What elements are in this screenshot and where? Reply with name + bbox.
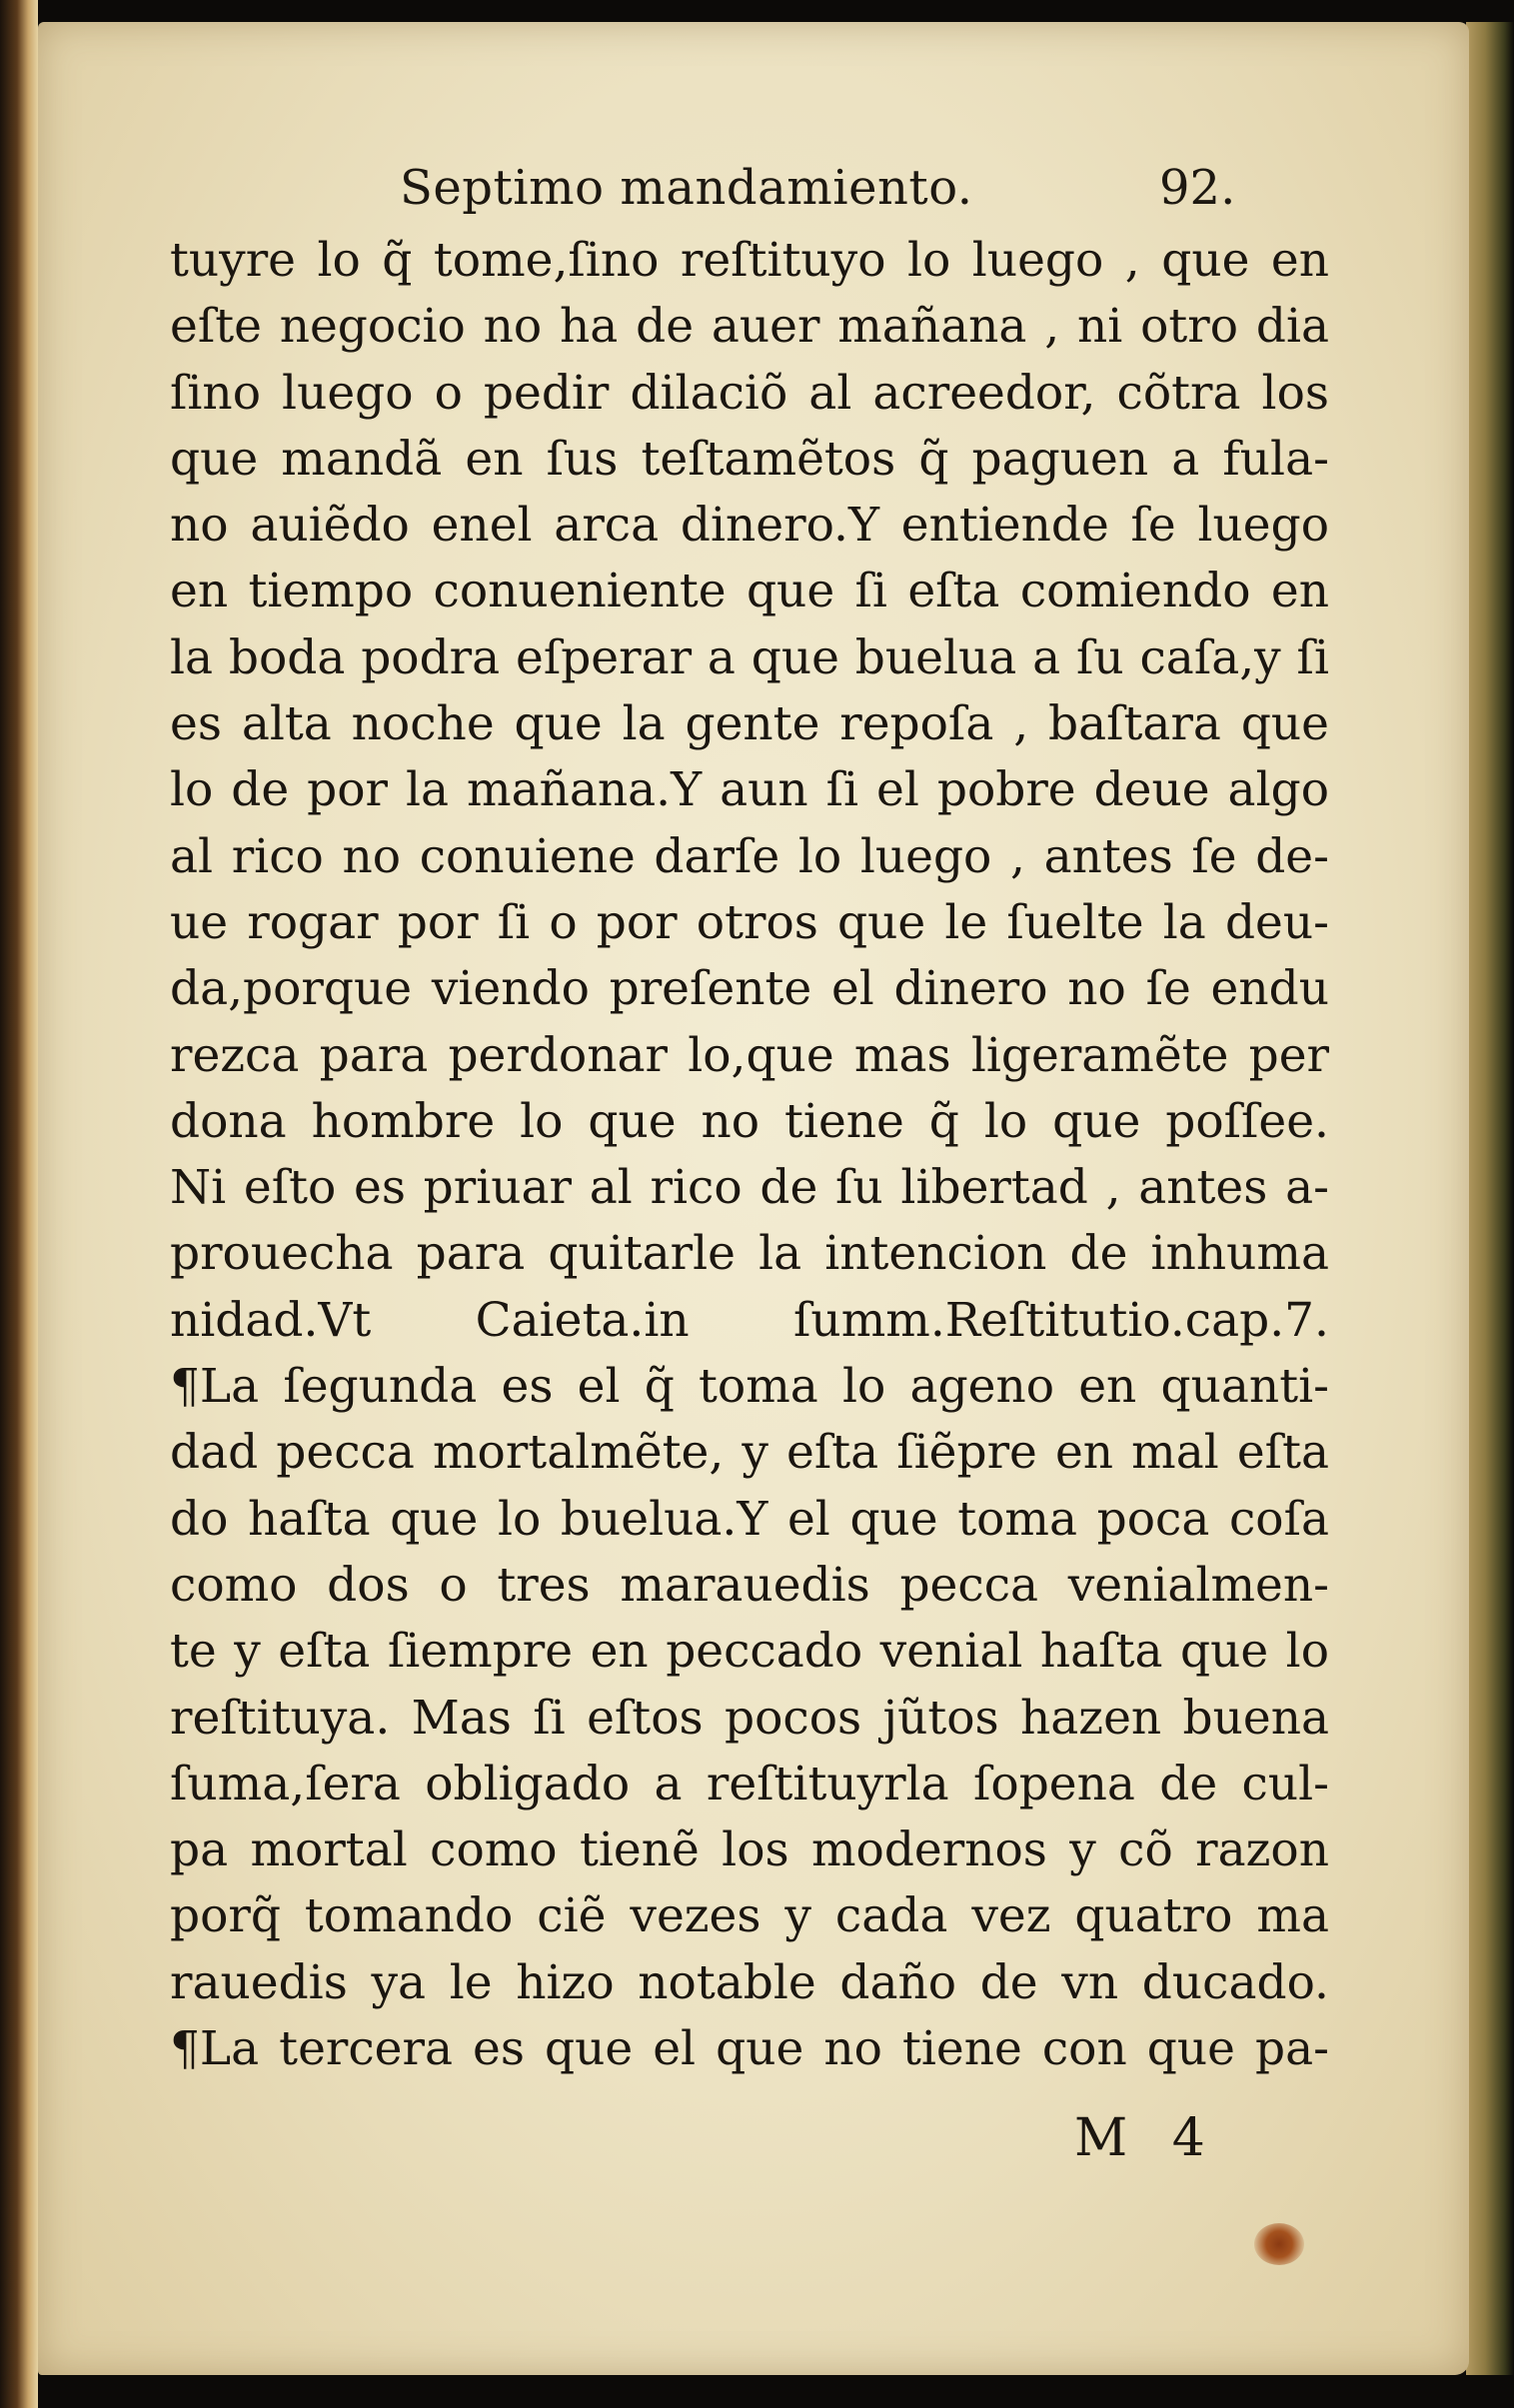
text-line: eſte negocio no ha de auer mañana , ni otro dia	[170, 299, 1329, 355]
text-line: da,porque viendo preſente el dinero no ſe endu	[170, 961, 1329, 1017]
text-line: que mandã en ſus teſtamẽtos q̃ paguen a fula-	[170, 431, 1329, 487]
text-line: ue rogar por ſi o por otros que le ſuelte la deu-	[170, 894, 1329, 950]
signature-mark: M 4	[1074, 2108, 1219, 2168]
text-line: como dos o tres marauedis pecca venialmen-	[170, 1557, 1329, 1613]
text-line: Ni eſto es priuar al rico de ſu libertad , antes a-	[170, 1160, 1329, 1216]
text-line: do haſta que lo buelua.Y el que toma poca coſa	[170, 1491, 1329, 1547]
text-line: rauedis ya le hizo notable daño de vn ducado.	[170, 1954, 1329, 2010]
text-line: pa mortal como tienẽ los modernos y cõ razon	[170, 1822, 1329, 1878]
text-line: porq̃ tomando ciẽ vezes y cada vez quatro ma	[170, 1888, 1329, 1944]
book-gutter	[0, 0, 38, 2408]
text-line: en tiempo conueniente que ſi eſta comiendo en	[170, 564, 1329, 619]
text-line: reſtituya. Mas ſi eſtos pocos jũtos hazen buena	[170, 1690, 1329, 1746]
text-line: dona hombre lo que no tiene q̃ lo que poſſee.	[170, 1093, 1329, 1149]
text-line: te y eſta ſiempre en peccado venial haſta que lo	[170, 1624, 1329, 1680]
body-text	[170, 228, 1329, 2082]
text-line: ſuma,ſera obligado a reſtituyrla ſopena de cul-	[170, 1756, 1329, 1811]
text-line: la boda podra eſperar a que buelua a ſu caſa,y ſi	[170, 629, 1329, 685]
text-line: prouecha para quitarle la intencion de inhuma	[170, 1226, 1329, 1282]
page-edge	[1466, 22, 1514, 2375]
text-line: rezca para perdonar lo,que mas ligeramẽte per	[170, 1027, 1329, 1083]
text-line: nidad.Vt Caieta.in ſumm.Reſtitutio.cap.7.	[170, 1292, 1329, 1348]
text-line: ¶La ſegunda es el q̃ toma lo ageno en quanti-	[170, 1359, 1329, 1415]
ink-stain	[1254, 2223, 1304, 2265]
text-line: tuyre lo q̃ tome,ſino reſtituyo lo luego , que en	[170, 233, 1329, 288]
folio-number: 92.	[1159, 160, 1236, 216]
text-line: ſino luego o pedir dilaciõ al acreedor, cõtra los	[170, 365, 1329, 421]
text-line: al rico no conuiene darſe lo luego , antes ſe de-	[170, 828, 1329, 884]
text-line: ¶La tercera es que el que no tiene con que pa-	[170, 2021, 1329, 2077]
text-line: no auiẽdo enel arca dinero.Y entiende ſe luego	[170, 498, 1329, 554]
page-header	[400, 160, 1279, 230]
running-head: Septimo mandamiento.	[400, 160, 973, 216]
text-line: lo de por la mañana.Y aun ſi el pobre deue algo	[170, 762, 1329, 818]
text-line: es alta noche que la gente repoſa , baſtara que	[170, 696, 1329, 752]
text-line: dad pecca mortalmẽte, y eſta ſiẽpre en mal eſta	[170, 1425, 1329, 1481]
